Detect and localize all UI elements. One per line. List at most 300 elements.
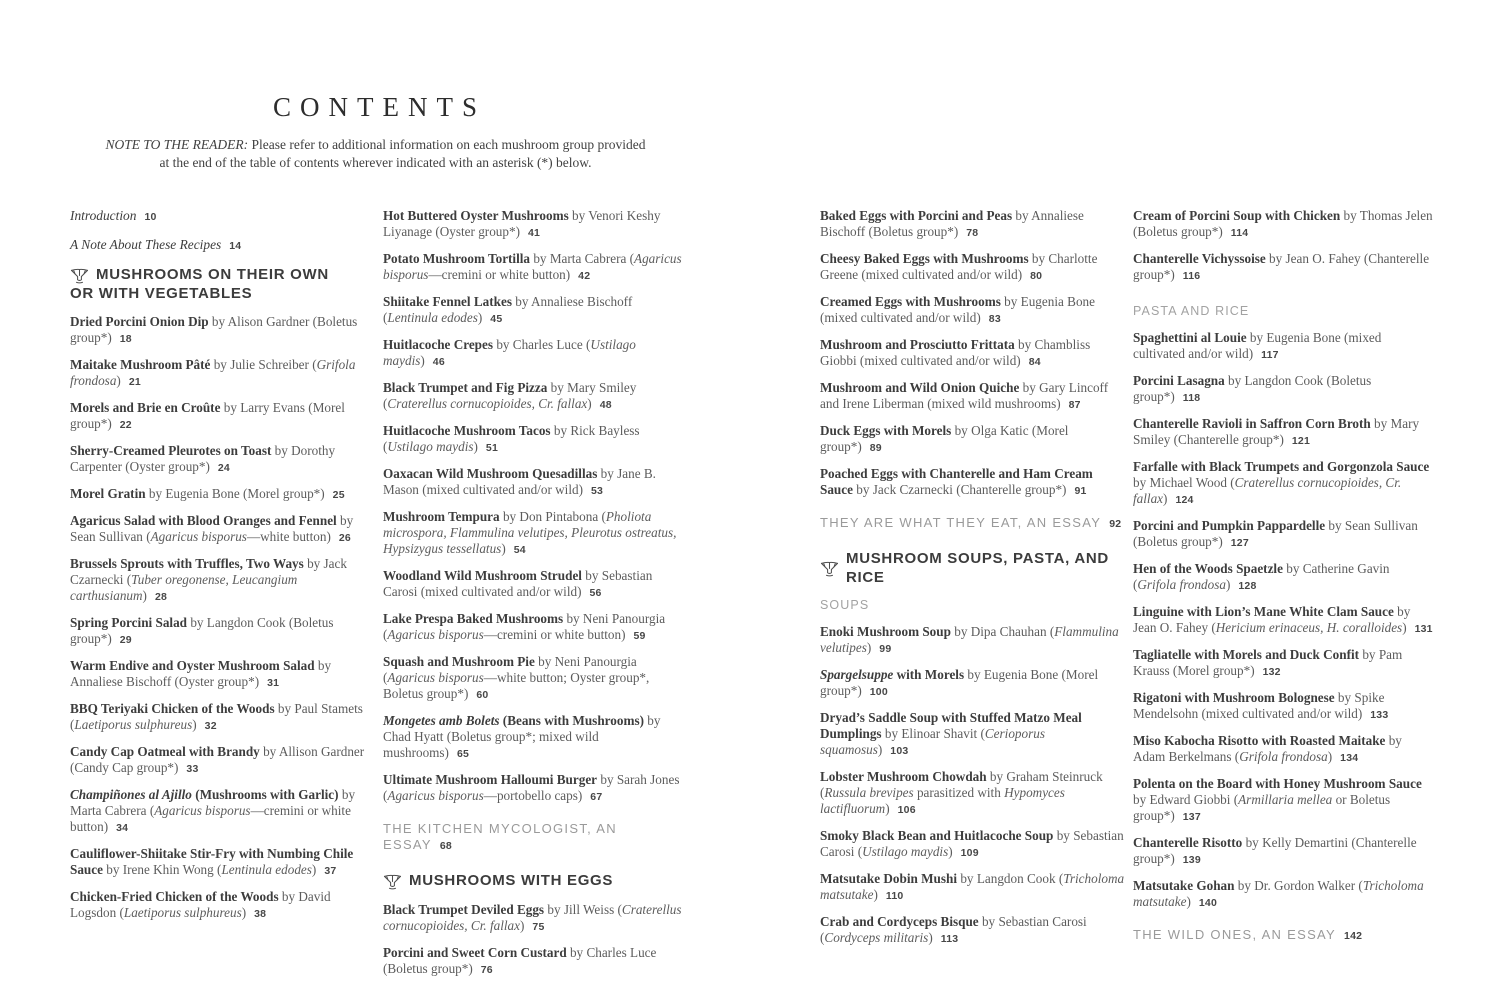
recipe-detail: —cremini or white button): [70, 803, 351, 834]
recipe-entry: [70, 400, 376, 433]
recipe-title: Porcini and Sweet Corn Custard: [383, 944, 567, 960]
recipe-entry: [820, 208, 1126, 241]
front-matter-entry: [70, 208, 376, 225]
recipe-detail: by Gary Lincoff and Irene Liberman (mixed wild mushrooms): [820, 380, 1109, 411]
recipe-entry: [1133, 251, 1433, 284]
subsection-heading: PASTA AND RICE: [1133, 304, 1250, 318]
recipe-entry: [820, 624, 1126, 657]
recipe-entry: [70, 357, 376, 390]
recipe-detail: by Olga Katic (Morel group*): [820, 423, 1069, 454]
recipe-detail: Ustilago maydis: [383, 337, 636, 368]
page-number: 25: [332, 489, 345, 501]
recipe-detail: by Paul Stamets (: [70, 701, 363, 732]
page-number: 28: [154, 591, 168, 603]
recipe-detail: by Mary Smiley (Chanterelle group*): [1133, 416, 1420, 447]
recipe-entry: [70, 486, 376, 503]
recipe-detail: ): [420, 353, 425, 368]
recipe-detail: Agaricus bisporus: [154, 803, 251, 818]
recipe-detail: by Sebastian Carosi (: [820, 828, 1124, 859]
page-number: 67: [590, 791, 603, 803]
page-number: 99: [879, 643, 892, 655]
recipe-entry: [70, 513, 376, 546]
toc-column-2: [383, 208, 683, 988]
recipe-detail: Pholiota microspora, Flammulina velutipes, Pleurotus ostreatus, Hypsizygus tessellatus: [383, 509, 677, 556]
recipe-entry: [383, 713, 683, 762]
recipe-detail: —white button; Oyster group*, Boletus group*): [383, 670, 650, 701]
recipe-detail: Agaricus bisporus: [383, 251, 682, 282]
recipe-entry: [383, 902, 683, 935]
entry-title: Introduction: [70, 208, 137, 223]
page-number: 68: [439, 840, 452, 852]
page-number: 60: [476, 689, 489, 701]
recipe-title: Dried Porcini Onion Dip: [70, 314, 209, 329]
page-number: 91: [1074, 485, 1087, 497]
page-number: 54: [513, 544, 526, 556]
recipe-entry: [1133, 208, 1433, 241]
recipe-detail: —white button): [246, 529, 331, 544]
recipe-title: Huitlacoche Crepes: [383, 337, 494, 352]
recipe-entry: [70, 556, 376, 605]
recipe-entry: [820, 294, 1126, 327]
recipe-detail: Grifola frondosa: [70, 357, 356, 388]
page-number: 131: [1414, 623, 1433, 635]
recipe-detail: ): [501, 541, 506, 556]
recipe-detail: Agaricus bisporus: [387, 788, 484, 803]
recipe-entry: [820, 466, 1126, 499]
recipe-title: Tagliatelle with Morels and Duck Confit: [1133, 647, 1360, 662]
recipe-detail: Flammulina velutipes: [820, 624, 1119, 655]
page-number: 38: [254, 908, 267, 920]
recipe-entry: [383, 568, 683, 601]
recipe-detail: by Venori Keshy Liyanage (Oyster group*): [383, 208, 661, 239]
recipe-detail: ): [948, 844, 953, 859]
recipe-entry: [383, 208, 683, 241]
recipe-title: Huitlacoche Mushroom Tacos: [383, 423, 551, 438]
recipe-title: Poached Eggs with Chanterelle and Ham Cream Sauce: [820, 466, 1093, 497]
recipe-detail: by Jack Czarnecki (: [70, 556, 347, 587]
page-number: 10: [144, 211, 157, 223]
recipe-detail: Agaricus bisporus: [387, 627, 484, 642]
section-heading-line: [70, 266, 376, 285]
section-heading-text: MUSHROOM SOUPS, PASTA, AND RICE: [846, 550, 1109, 586]
essay-title: THE WILD ONES, AN ESSAY: [1133, 927, 1337, 942]
recipe-title: BBQ Teriyaki Chicken of the Woods: [70, 701, 275, 716]
recipe-detail: by Jill Weiss (: [544, 901, 622, 917]
recipe-detail: by Catherine Gavin (: [1133, 561, 1390, 592]
recipe-detail: ): [311, 862, 317, 877]
subsection-heading: SOUPS: [820, 598, 870, 612]
recipe-entry: [1133, 416, 1433, 449]
entry-title: A Note About These Recipes: [70, 237, 222, 252]
recipe-entry: [1133, 690, 1433, 723]
recipe-title: Candy Cap Oatmeal with Brandy: [70, 744, 260, 759]
page-number: 46: [432, 356, 445, 368]
page-number: 48: [599, 399, 612, 411]
recipe-entry: [1133, 878, 1433, 911]
page-number: 56: [589, 587, 602, 599]
recipe-detail: by Dr. Gordon Walker (: [1234, 878, 1363, 893]
recipe-entry: [1133, 373, 1433, 406]
recipe-detail: by Eugenia Bone (mixed cultivated and/or wild): [1133, 330, 1382, 361]
recipe-title: Brussels Sprouts with Truffles, Two Ways: [70, 556, 304, 571]
recipe-entry: [383, 945, 683, 978]
reader-note: [103, 136, 648, 171]
recipe-detail: Hericium erinaceus, H. coralloides: [1215, 620, 1403, 635]
recipe-entry: [1133, 330, 1433, 363]
page-number: 140: [1198, 897, 1218, 909]
recipe-title: Polenta on the Board with Honey Mushroom Sauce: [1133, 776, 1422, 791]
toc-column-4: [1133, 208, 1433, 962]
recipe-detail: Craterellus cornucopioides, Cr. fallax: [383, 901, 682, 933]
page-number: 137: [1182, 811, 1201, 823]
recipe-detail: Cordyceps militaris: [824, 930, 929, 945]
recipe-title: Linguine with Lion’s Mane White Clam Sauce: [1133, 604, 1394, 619]
recipe-title: Mushroom Tempura: [383, 509, 500, 524]
page-number: 103: [890, 745, 909, 757]
page-number: 92: [1109, 518, 1122, 530]
essay-entry: [820, 515, 1126, 532]
recipe-detail: ): [142, 588, 147, 603]
recipe-title: Morels and Brie en Croûte: [70, 400, 221, 415]
page-number: 21: [128, 376, 141, 388]
recipe-detail: Tricholoma matsutake: [820, 871, 1125, 902]
recipe-detail: by Langdon Cook (Boletus group*): [1133, 373, 1372, 404]
recipe-title: Farfalle with Black Trumpets and Gorgonzola Sauce: [1133, 459, 1430, 474]
recipe-detail: by Chad Hyatt (Boletus group*; mixed wild mushrooms): [383, 713, 661, 760]
recipe-detail: by Irene Khin Wong (: [102, 862, 222, 877]
recipe-entry: [70, 889, 376, 922]
recipe-detail: ): [192, 717, 197, 732]
recipe-detail: —cremini or white button): [483, 627, 626, 642]
recipe-detail: Lentinula edodes: [387, 310, 478, 325]
recipe-entry: [820, 337, 1126, 370]
recipe-detail: Agaricus bisporus: [150, 529, 247, 544]
page-number: 83: [988, 313, 1001, 325]
recipe-detail: Russula brevipes: [824, 785, 914, 800]
recipe-entry: [820, 423, 1126, 456]
recipe-detail: Laetiporus sulphureus: [123, 905, 242, 920]
recipe-detail: ): [1225, 577, 1231, 592]
page-number: 110: [885, 890, 904, 902]
page-number: 18: [119, 333, 132, 345]
recipe-title: Rigatoni with Mushroom Bolognese: [1133, 690, 1335, 705]
recipe-detail: by Dorothy Carpenter (Oyster group*): [70, 443, 336, 474]
recipe-title: Creamed Eggs with Mushrooms: [820, 294, 1001, 309]
recipe-entry: [1133, 518, 1433, 551]
recipe-title: with Morels: [893, 667, 965, 682]
page-number: 14: [229, 240, 242, 252]
recipe-detail: by Michael Wood (: [1133, 475, 1235, 490]
recipe-entry: [1133, 604, 1433, 637]
essay-entry: [383, 821, 683, 854]
recipe-entry: [1133, 835, 1433, 868]
recipe-detail: by Marta Cabrera (: [70, 787, 356, 818]
recipe-detail: by David Logsdon (: [70, 889, 331, 920]
recipe-entry: [70, 846, 376, 879]
recipe-entry: [70, 701, 376, 734]
recipe-title: Lobster Mushroom Chowdah: [820, 769, 987, 784]
page-number: 139: [1182, 854, 1201, 866]
page-number: 89: [869, 442, 882, 454]
page-number: 24: [217, 462, 230, 474]
section-heading-text: OR WITH VEGETABLES: [70, 284, 253, 302]
recipe-entry: [1133, 459, 1433, 508]
recipe-title: Smoky Black Bean and Huitlacoche Soup: [820, 828, 1054, 843]
contents-title: CONTENTS: [273, 92, 486, 122]
recipe-title: Matsutake Dobin Mushi: [820, 871, 958, 886]
recipe-detail: or Boletus group*): [1133, 792, 1391, 823]
recipe-detail: by Charlotte Greene (mixed cultivated and/or wild): [820, 251, 1098, 282]
recipe-detail: by Sean Sullivan (: [70, 513, 354, 544]
recipe-title: Hot Buttered Oyster Mushrooms: [383, 208, 569, 223]
recipe-title: Enoki Mushroom Soup: [820, 624, 951, 639]
recipe-detail: ): [1186, 894, 1191, 909]
recipe-detail: by Jack Czarnecki (Chanterelle group*): [852, 482, 1067, 497]
recipe-title: Warm Endive and Oyster Mushroom Salad: [70, 658, 315, 673]
page-number: 53: [590, 485, 604, 497]
page-number: 65: [456, 748, 470, 760]
recipe-detail: ): [877, 742, 883, 757]
recipe-entry: [383, 509, 683, 558]
recipe-detail: by Kelly Demartini (Chanterelle group*): [1133, 835, 1417, 866]
page-number: 106: [897, 804, 916, 816]
recipe-entry: [383, 611, 683, 644]
recipe-entry: [383, 466, 683, 499]
recipe-detail: by Jane B. Mason (mixed cultivated and/or wild): [383, 466, 656, 497]
page-number: 76: [480, 963, 493, 976]
recipe-detail: Grifola frondosa: [1137, 577, 1226, 592]
page-number: 116: [1182, 270, 1201, 282]
recipe-detail: Laetiporus sulphureus: [74, 717, 193, 732]
recipe-entry: [1133, 561, 1433, 594]
recipe-entry: [383, 380, 683, 413]
recipe-detail: by Marta Cabrera (: [530, 251, 635, 266]
recipe-title: Dryad’s Saddle Soup with Stuffed Matzo Meal Dumplings: [820, 710, 1082, 741]
recipe-title: Porcini Lasagna: [1133, 373, 1225, 388]
recipe-title: Black Trumpet and Fig Pizza: [383, 380, 548, 395]
page-number: 29: [119, 634, 132, 646]
recipe-entry: [1133, 733, 1433, 766]
page-number: 87: [1068, 399, 1081, 411]
recipe-title: Oaxacan Wild Mushroom Quesadillas: [383, 466, 598, 481]
recipe-detail: by Jean O. Fahey (Chanterelle group*): [1133, 251, 1430, 282]
section-heading-line: [820, 550, 1126, 587]
recipe-title: Matsutake Gohan: [1133, 878, 1235, 893]
page-number: 121: [1291, 435, 1311, 447]
recipe-title: Lake Prespa Baked Mushrooms: [383, 611, 564, 626]
page-number: 134: [1340, 752, 1359, 764]
recipe-detail: by Sarah Jones (: [383, 772, 680, 803]
recipe-detail: ): [116, 373, 121, 388]
recipe-title: Spaghettini al Louie: [1133, 330, 1247, 345]
recipe-title: Porcini and Pumpkin Pappardelle: [1133, 518, 1326, 533]
recipe-detail: Cerioporus squamosus: [820, 726, 1045, 757]
recipe-detail: by Rick Bayless (: [383, 423, 640, 454]
page-number: 32: [204, 720, 217, 732]
recipe-detail: by Neni Panourgia (: [383, 611, 666, 642]
recipe-detail: by Jean O. Fahey (: [1133, 604, 1411, 635]
recipe-title: Morel Gratin: [70, 486, 146, 501]
page-number: 42: [578, 270, 591, 282]
recipe-title: Shiitake Fennel Latkes: [383, 294, 512, 309]
recipe-detail: ): [520, 917, 525, 933]
recipe-detail: by Sebastian Carosi (mixed cultivated and/or wild): [383, 568, 653, 599]
recipe-detail: —portobello caps): [483, 788, 583, 803]
recipe-detail: by Sebastian Carosi (: [820, 914, 1087, 945]
recipe-entry: [383, 294, 683, 327]
page-number: 127: [1230, 537, 1249, 549]
recipe-title: Chanterelle Risotto: [1133, 835, 1243, 850]
recipe-detail: by Langdon Cook (: [957, 871, 1064, 886]
page-number: 22: [119, 419, 132, 431]
page-number: 59: [633, 630, 646, 642]
recipe-detail: by Larry Evans (Morel group*): [70, 400, 345, 431]
recipe-title: Mushroom and Prosciutto Frittata: [820, 337, 1015, 352]
page-number: 34: [116, 822, 129, 834]
recipe-title: Potato Mushroom Tortilla: [383, 251, 531, 266]
recipe-title: Spring Porcini Salad: [70, 615, 188, 630]
recipe-detail: Tricholoma matsutake: [1133, 878, 1424, 909]
recipe-entry: [70, 615, 376, 648]
recipe-entry: [70, 314, 376, 347]
recipe-title: Crab and Cordyceps Bisque: [820, 914, 979, 929]
recipe-title: Sherry-Creamed Pleurotes on Toast: [70, 443, 272, 458]
recipe-entry: [820, 828, 1126, 861]
recipe-detail: ): [1327, 749, 1333, 764]
page-number: 26: [338, 532, 351, 544]
page-number: 41: [527, 227, 541, 239]
recipe-detail: ): [1163, 491, 1168, 506]
recipe-detail: by Chambliss Giobbi (mixed cultivated and/or wild): [820, 337, 1091, 368]
recipe-detail: by Langdon Cook (Boletus group*): [70, 615, 334, 646]
recipe-title: Hen of the Woods Spaetzle: [1133, 561, 1283, 576]
mushroom-icon: [70, 267, 89, 284]
essay-entry: [1133, 927, 1433, 944]
recipe-detail: by Sean Sullivan (Boletus group*): [1133, 518, 1418, 549]
recipe-detail: Craterellus cornucopioides, Cr. fallax: [387, 396, 588, 411]
recipe-entry: [70, 787, 376, 836]
recipe-title: Cauliflower-Shiitake Stir-Fry with Numbing Chile Sauce: [70, 846, 354, 877]
recipe-entry: [383, 251, 683, 284]
recipe-detail: by Eugenia Bone (mixed cultivated and/or wild): [820, 294, 1095, 325]
recipe-entry: [820, 871, 1126, 904]
recipe-entry: [383, 772, 683, 805]
page-number: 113: [940, 933, 959, 945]
recipe-title: Cheesy Baked Eggs with Mushrooms: [820, 251, 1029, 266]
page-number: 133: [1370, 709, 1389, 721]
page-number: 117: [1261, 349, 1279, 361]
recipe-detail: ): [473, 439, 478, 454]
recipe-entry: [1133, 776, 1433, 825]
recipe-title: Duck Eggs with Morels: [820, 423, 952, 438]
recipe-detail: by Annaliese Bischoff (Oyster group*): [70, 658, 332, 689]
section-heading: [70, 266, 376, 303]
recipe-detail: ): [587, 396, 592, 411]
section-heading: [820, 550, 1126, 587]
recipe-detail: by Edward Giobbi (: [1133, 792, 1239, 807]
recipe-detail: Armillaria mellea: [1238, 792, 1333, 807]
recipe-detail: by Graham Steinruck (: [820, 769, 1103, 800]
recipe-detail: parasitized with: [913, 785, 1005, 800]
recipe-title: Champiñones al Ajillo: [70, 787, 192, 802]
recipe-title: Baked Eggs with Porcini and Peas: [820, 208, 1013, 223]
recipe-detail: by Adam Berkelmans (: [1133, 733, 1402, 764]
section-heading-text: MUSHROOMS WITH EGGS: [409, 872, 614, 889]
recipe-entry: [70, 658, 376, 691]
recipe-detail: by Dipa Chauhan (: [950, 624, 1055, 639]
recipe-detail: by Charles Luce (: [493, 337, 591, 352]
page-number: 142: [1344, 930, 1363, 942]
section-heading-line: [70, 285, 376, 304]
recipe-detail: Hypomyces lactifluorum: [820, 785, 1065, 816]
toc-column-3: [820, 208, 1126, 957]
recipe-entry: [383, 337, 683, 370]
page-number: 51: [485, 442, 498, 454]
recipe-detail: by Julie Schreiber (: [210, 357, 317, 372]
page-number: 114: [1230, 227, 1249, 239]
front-matter-entry: [70, 237, 376, 254]
recipe-detail: Ustilago maydis: [387, 439, 474, 454]
recipe-title: Maitake Mushroom Pâté: [70, 357, 211, 372]
recipe-entry: [820, 769, 1126, 818]
recipe-detail: Agaricus bisporus: [387, 670, 484, 685]
page-number: 128: [1238, 580, 1257, 592]
note-label: NOTE TO THE READER:: [105, 137, 249, 152]
page-number: 118: [1182, 392, 1201, 404]
recipe-title: Mushroom and Wild Onion Quiche: [820, 380, 1020, 395]
page-number: 124: [1175, 494, 1194, 506]
recipe-detail: by Allison Gardner (Candy Cap group*): [70, 744, 365, 775]
recipe-entry: [820, 914, 1126, 947]
essay-title: THE KITCHEN MYCOLOGIST, AN ESSAY: [383, 821, 617, 852]
recipe-title: Cream of Porcini Soup with Chicken: [1133, 208, 1341, 223]
recipe-detail: —cremini or white button): [428, 267, 571, 282]
recipe-detail: Grifola frondosa: [1239, 749, 1328, 764]
mushroom-icon: [383, 873, 402, 890]
recipe-detail: by Spike Mendelsohn (mixed cultivated and/or wild): [1133, 690, 1385, 721]
page-number: 84: [1028, 356, 1041, 368]
recipe-entry: [70, 443, 376, 476]
recipe-detail: by Pam Krauss (Morel group*): [1133, 647, 1403, 678]
page-number: 31: [267, 677, 280, 689]
page-number: 109: [960, 847, 979, 859]
recipe-entry: [1133, 647, 1433, 680]
recipe-detail: ): [873, 887, 878, 902]
recipe-detail: Craterellus cornucopioides, Cr. fallax: [1133, 475, 1402, 506]
recipe-detail: by Annaliese Bischoff (: [383, 294, 633, 325]
recipe-detail: ): [477, 310, 483, 325]
page-number: 75: [532, 920, 545, 933]
page-number: 132: [1262, 666, 1281, 678]
recipe-detail: Lentinula edodes: [221, 862, 312, 877]
recipe-detail: by Don Pintabona (: [499, 509, 606, 524]
toc-column-1: [70, 208, 376, 932]
recipe-detail: ): [885, 801, 890, 816]
recipe-detail: ): [1402, 620, 1407, 635]
recipe-detail: by Eugenia Bone (Morel group*): [820, 667, 1099, 698]
recipe-title: (Mushrooms with Garlic): [191, 787, 339, 802]
recipe-title: (Beans with Mushrooms): [499, 713, 644, 728]
recipe-entry: [820, 667, 1126, 700]
recipe-detail: ): [241, 905, 247, 920]
page-number: 45: [490, 313, 503, 325]
recipe-title: Agaricus Salad with Blood Oranges and Fennel: [70, 513, 337, 528]
page-number: 100: [869, 686, 888, 698]
recipe-detail: Tuber oregonense, Leucangium carthusianum: [70, 572, 298, 603]
recipe-title: Chanterelle Vichyssoise: [1133, 251, 1266, 266]
recipe-title: Miso Kabocha Risotto with Roasted Maitake: [1133, 733, 1386, 748]
mushroom-icon: [820, 560, 839, 577]
